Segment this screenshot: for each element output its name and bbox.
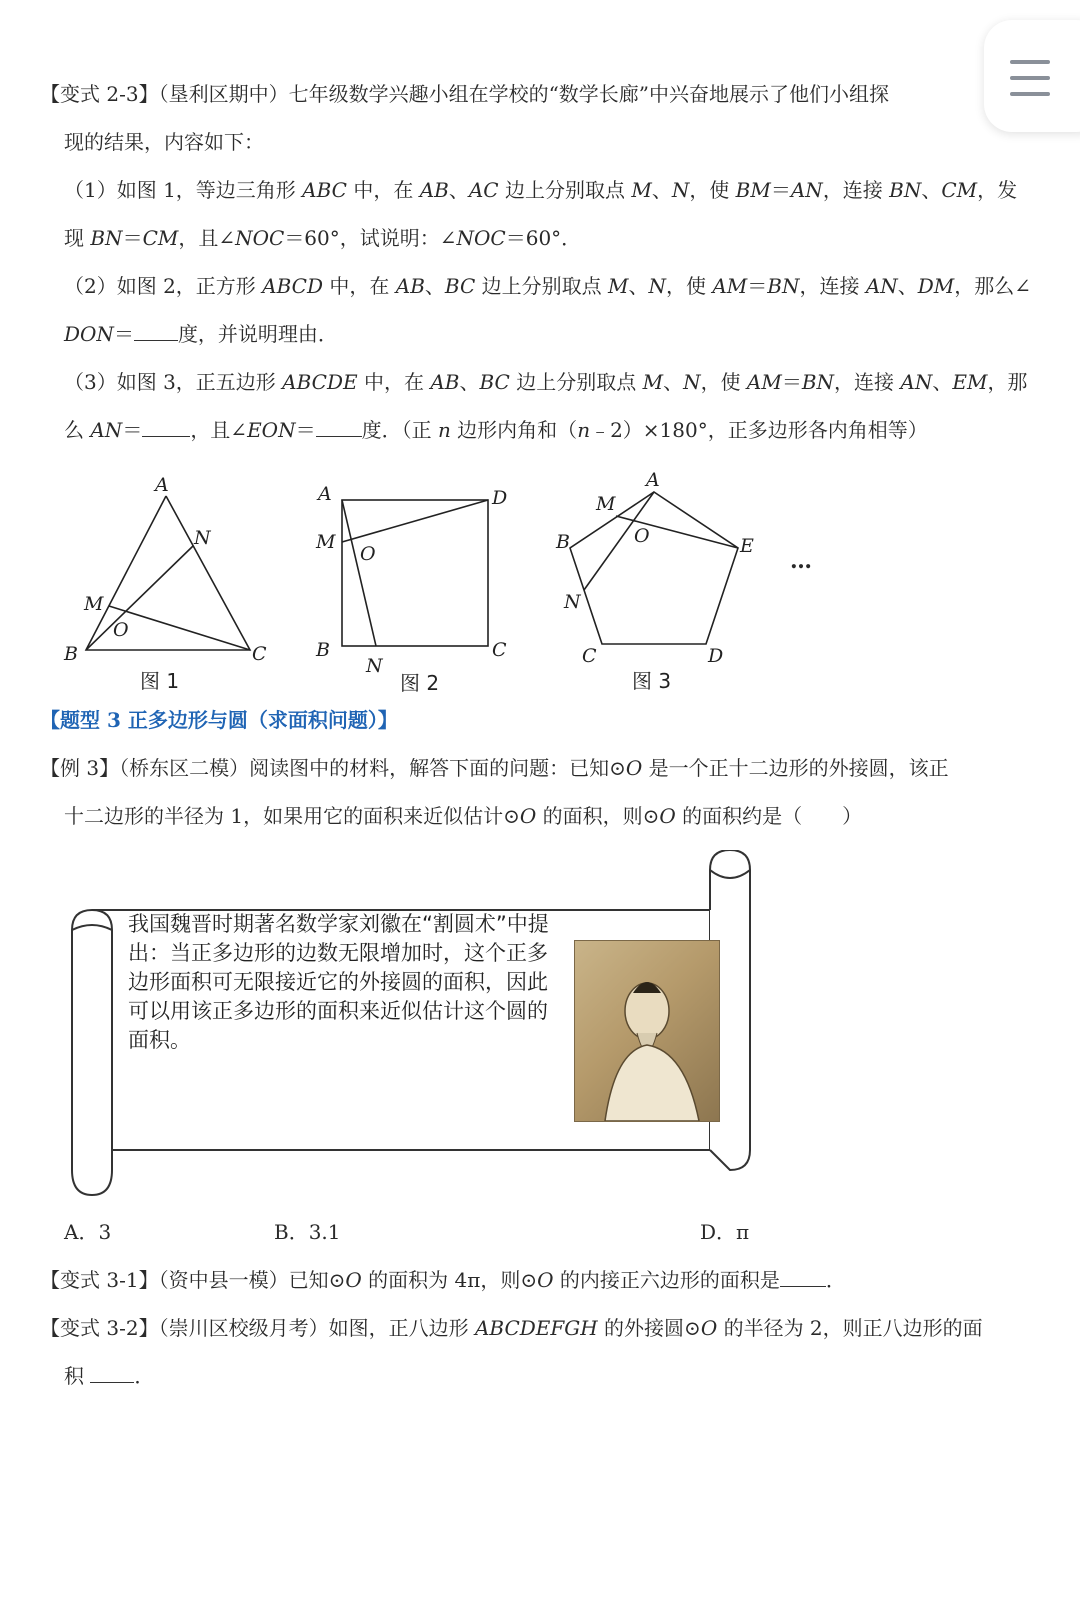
figures-ellipsis: … — [790, 548, 812, 574]
label-M: M — [316, 531, 336, 553]
label-A: A — [318, 483, 332, 505]
portrait-figure-icon — [575, 941, 719, 1121]
label-C: C — [492, 639, 507, 661]
answer-blank[interactable] — [780, 1266, 826, 1287]
label-N: N — [564, 591, 581, 613]
example-3-line1: 【例 3】（桥东区二模）阅读图中的材料，解答下面的问题：已知⊙O 是一个正十二边形的外接圆，该正 — [40, 756, 949, 780]
variant-3-1: 【变式 3-1】（资中县一模）已知⊙O 的面积为 4π，则⊙O 的内接正六边形的面积是 ． — [40, 1268, 846, 1292]
label-D: D — [492, 487, 508, 509]
question-2-line1: （2）如图 2，正方形 ABCD 中，在 AB、BC 边上分别取点 M、N，使 AM＝BN，连接 AN、DM，那么∠ — [64, 274, 1032, 298]
variant-2-3-line1: 【变式 2-3】（垦利区期中）七年级数学兴趣小组在学校的“数学长廊”中兴奋地展示了他们小组探 — [40, 82, 890, 106]
figure-1-equilateral-triangle — [60, 476, 280, 696]
label-M: M — [84, 593, 104, 615]
choice-a[interactable]: A．3 — [64, 1220, 112, 1244]
figure-3-caption: 图 3 — [632, 669, 672, 693]
variant-tag: 【变式 2-3】 — [40, 82, 159, 106]
figure-1-caption: 图 1 — [140, 669, 180, 693]
type-3-heading: 【题型 3 正多边形与圆（求面积问题）】 — [40, 708, 398, 732]
figure-3-regular-pentagon — [548, 466, 758, 696]
menu-button[interactable] — [984, 20, 1080, 132]
label-A: A — [646, 469, 660, 491]
question-1-line2: 现 BN＝CM，且∠NOC＝60°，试说明：∠NOC＝60°． — [64, 226, 582, 250]
answer-blank[interactable] — [90, 1362, 134, 1383]
choice-d[interactable]: D．π — [700, 1220, 750, 1244]
label-M: M — [596, 493, 616, 515]
label-A: A — [155, 476, 169, 496]
liu-hui-portrait-image — [574, 940, 720, 1122]
variant-3-2-line1: 【变式 3-2】（崇川区校级月考）如图，正八边形 ABCDEFGH 的外接圆⊙O 的半径为 2，则正八边形的面 — [40, 1316, 983, 1340]
label-B: B — [316, 639, 330, 661]
figure-2-caption: 图 2 — [400, 671, 440, 695]
question-2-line2: DON＝ 度，并说明理由． — [64, 322, 338, 346]
variant-3-2-line2: 积 ． — [64, 1364, 155, 1388]
answer-blank[interactable] — [316, 416, 362, 437]
answer-blank[interactable] — [142, 416, 190, 437]
answer-blank[interactable] — [134, 320, 178, 341]
liu-hui-passage: 我国魏晋时期著名数学家刘徽在“割圆术”中提出：当正多边形的边数无限增加时，这个正多边形面积可无限接近它的外接圆的面积，因此可以用该正多边形的面积来近似估计这个圆的面积。 — [128, 912, 549, 1052]
label-O: O — [634, 525, 650, 547]
choice-b[interactable]: B．3.1 — [274, 1220, 341, 1244]
figure-2-square — [306, 476, 516, 696]
question-1-line1: （1）如图 1，等边三角形 ABC 中，在 AB、AC 边上分别取点 M、N，使 BM＝AN，连接 BN、CM，发 — [64, 178, 1018, 202]
label-N: N — [194, 527, 211, 549]
question-3-line2: 么 AN＝ ，且∠EON＝ 度．（正 n 边形内角和（n﹣2）×180°，正多边形各内角相等） — [64, 418, 928, 442]
label-B: B — [556, 531, 570, 553]
variant-2-3-line2: 现的结果，内容如下： — [64, 130, 264, 154]
question-3-line1: （3）如图 3，正五边形 ABCDE 中，在 AB、BC 边上分别取点 M、N，使 AM＝BN，连接 AN、EM，那 — [64, 370, 1028, 394]
label-C: C — [252, 643, 267, 665]
label-C: C — [582, 645, 597, 667]
label-O: O — [360, 543, 376, 565]
label-B: B — [64, 643, 78, 665]
example-3-line2: 十二边形的半径为 1，如果用它的面积来近似估计⊙O 的面积，则⊙O 的面积约是（ ） — [64, 804, 863, 828]
label-E: E — [740, 535, 754, 557]
label-N: N — [366, 655, 383, 677]
label-O: O — [113, 619, 129, 641]
label-D: D — [708, 645, 724, 667]
